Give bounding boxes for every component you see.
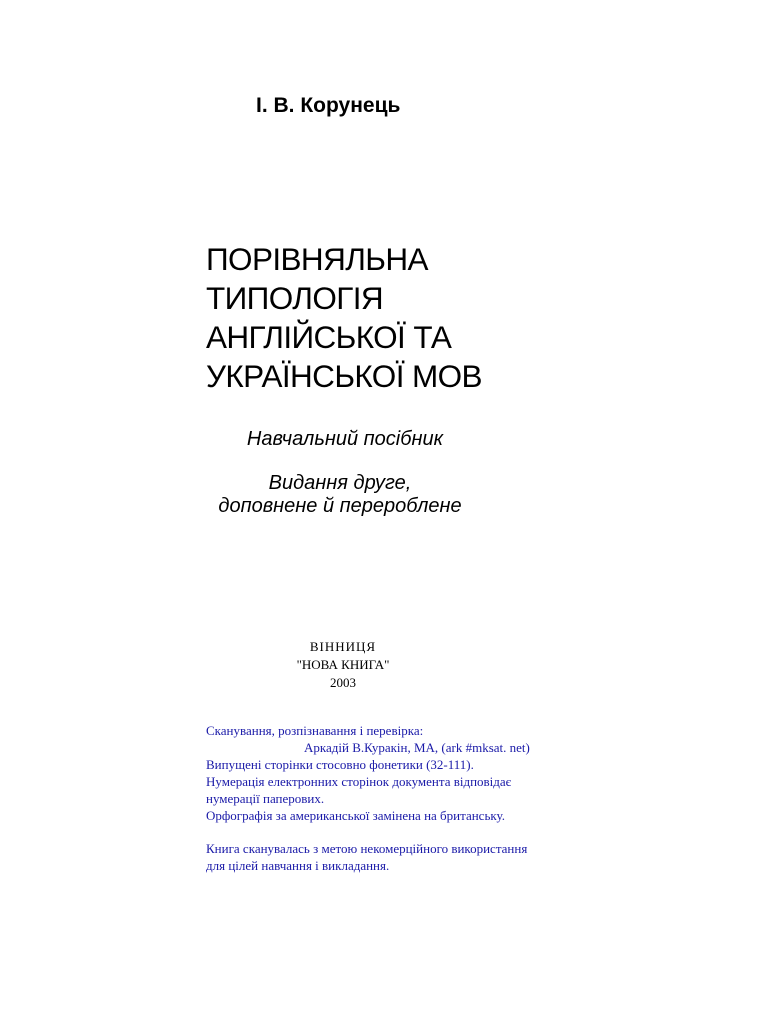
edition-statement: [190, 472, 490, 518]
purpose-note: Книга сканувалась з метою некомерційного використання: [206, 841, 528, 856]
purpose-note-cont: для цілей навчання і викладання.: [206, 858, 390, 873]
numbering-note-cont: нумерації паперових.: [206, 791, 325, 806]
title-line: ПОРІВНЯЛЬНА: [206, 241, 428, 277]
orthography-note: Орфографія за американської замінена на британську.: [206, 808, 505, 823]
numbering-note: Нумерація електронних сторінок документа відповідає: [206, 774, 512, 789]
book-subtitle: Навчальний посібник: [246, 428, 444, 450]
scanner-name: Аркадій В.Куракін, МА, (ark #mksat. net): [304, 740, 530, 755]
edition-line: Видання друге,: [268, 472, 412, 494]
title-line: ТИПОЛОГІЯ: [206, 280, 384, 316]
book-title: [206, 240, 482, 396]
edition-line: доповнене й перероблене: [218, 495, 462, 517]
scan-credit: Сканування, розпізнавання і перевірка:: [206, 723, 424, 738]
imprint-year: 2003: [330, 675, 356, 690]
notes-spacer: [206, 824, 586, 840]
author-name: І. В. Корунець: [256, 94, 401, 117]
scan-notes: [206, 722, 586, 874]
imprint-publisher: "НОВА КНИГА": [296, 657, 390, 672]
title-line: УКРАЇНСЬКОЇ МОВ: [206, 358, 482, 394]
title-line: АНГЛІЙСЬКОЇ ТА: [206, 319, 452, 355]
omitted-pages-note: Випущені сторінки стосовно фонетики (32-111).: [206, 757, 474, 772]
imprint-city: ВІННИЦЯ: [309, 639, 377, 654]
imprint: [243, 638, 443, 692]
